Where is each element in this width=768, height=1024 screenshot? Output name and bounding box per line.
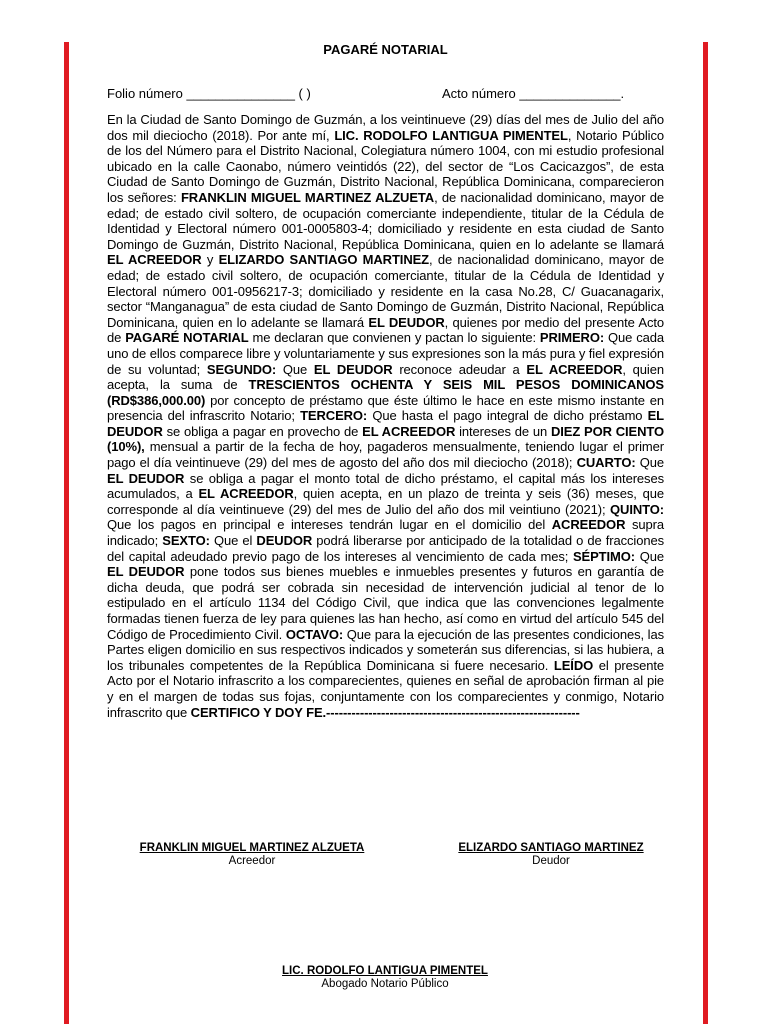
text-segment: por concepto de préstamo que éste último le hace en este mismo instante en presencia del infrascrito Notario; <box>107 392 664 424</box>
bold-text-segment: QUINTO: <box>610 501 664 517</box>
text-segment: supra indicado; <box>107 517 664 549</box>
text-segment: , quien acepta, en un plazo de treinta y seis (36) meses, que corresponde al día veintinueve (29) del mes de Julio del año dos mil veintiuno (2021); <box>107 486 664 517</box>
left-margin-line <box>64 42 69 1024</box>
text-segment: mensual a partir de la fecha de hoy, pagaderos mensualmente, teniendo lugar el primer pago el día veintinueve (29) del mes de agosto del año dos mil dieciocho (2018); <box>107 439 664 471</box>
bold-text-segment: SEXTO: <box>162 533 210 549</box>
bold-text-segment: DEUDOR <box>256 533 313 549</box>
text-segment: Que <box>635 548 664 564</box>
text-segment: Que el <box>209 533 257 549</box>
document-title: PAGARÉ NOTARIAL <box>323 42 448 57</box>
bold-text-segment: DIEZ POR CIENTO (10%), <box>107 423 664 455</box>
signature-role: Deudor <box>532 855 570 867</box>
text-segment: , Notario Público de los del Número para el Distrito Nacional, Colegiatura número 1004, con mi estudio profesional ubicado en la calle Caonabo, número veintidós (22), del sector de “Los Cacicazgos”, de esta Ciudad de Santo Domingo de Guzmán, Distrito Nacional, República Dominicana, comparecieron los señores: <box>107 127 664 205</box>
signature-notario <box>240 965 530 990</box>
bold-text-segment: TERCERO: <box>300 408 368 424</box>
signature-name: FRANKLIN MIGUEL MARTINEZ ALZUETA <box>139 842 365 854</box>
text-segment: , de nacionalidad dominicano, mayor de edad; de estado civil soltero, de ocupación comerciante, titular de la Cédula de Identidad y Electoral número 001-0956217-3; domiciliado y residente en la casa No.28, C/ Guacanagarix, sector “Manganagua” de esta ciudad de Santo Domingo de Guzmán, Distrito Nacional, República Dominicana, quien en lo adelante se llamará <box>107 252 664 330</box>
acto-number-line: Acto número ______________. <box>442 86 625 101</box>
text-segment: se obliga a pagar en provecho de <box>162 423 363 439</box>
bold-text-segment: TRESCIENTOS OCHENTA Y SEIS MIL PESOS DOMINICANOS (RD$386,000.00) <box>107 377 665 408</box>
right-margin-line <box>703 42 708 1024</box>
bold-text-segment: PAGARÉ NOTARIAL <box>125 330 249 346</box>
bold-text-segment: EL DEUDOR <box>368 314 445 330</box>
bold-text-segment: PRIMERO: <box>539 330 605 346</box>
bold-text-segment: EL DEUDOR <box>313 361 393 377</box>
bold-text-segment: LEÍDO <box>553 657 594 673</box>
text-segment: , quien acepta, la suma de <box>107 361 664 393</box>
text-segment: pone todos sus bienes muebles e inmuebles presentes y futuros en garantía de dicha deuda, que podrá ser cobrada sin necesidad de intervención judicial al tenor de lo estipulado en el artículo 1134 del Código Civil, que indica que las convenciones legalmente formadas tienen fuerza de ley para quienes las han hecho, así como en virtud del artículo 545 del Código de Procedimiento Civil. <box>107 564 664 642</box>
text-segment: Que <box>276 361 314 377</box>
text-segment: me declaran que convienen y pactan lo siguiente: <box>248 330 540 346</box>
signature-deudor <box>438 842 664 867</box>
text-segment: Que hasta el pago integral de dicho préstamo <box>367 408 648 424</box>
text-segment: Que los pagos en principal e intereses tendrán lugar en el domicilio del <box>107 517 552 533</box>
text-segment: y <box>201 252 219 268</box>
text-segment: el presente Acto por el Notario infrascrito a los comparecientes, quienes en señal de aprobación firman al pie y en el margen de todas sus fojas, conjuntamente con los comparecientes y conmigo, Notario infrascrito que <box>107 657 665 720</box>
text-segment: En la Ciudad de Santo Domingo de Guzmán, a los veintinueve (29) días del mes de Julio del año dos mil dieciocho (2018). Por ante mí, <box>107 112 664 143</box>
folio-number-line: Folio número _______________ ( ) <box>107 86 311 101</box>
text-segment: podrá liberarse por anticipado de la totalidad o de fracciones del capital adeudado previo pago de los intereses al vencimiento de cada mes; <box>107 533 664 564</box>
text-segment: , quienes por medio del presente Acto de <box>107 314 664 346</box>
bold-text-segment: EL ACREEDOR <box>107 252 202 268</box>
signature-name: ELIZARDO SANTIAGO MARTINEZ <box>458 842 644 854</box>
bold-text-segment: LIC. RODOLFO LANTIGUA PIMENTEL <box>334 127 568 143</box>
signature-acreedor <box>116 842 388 867</box>
bold-text-segment: SEGUNDO: <box>206 361 277 377</box>
bold-text-segment: EL DEUDOR <box>107 564 185 580</box>
bold-text-segment: CUARTO: <box>576 455 636 471</box>
bold-text-segment: ELIZARDO SANTIAGO MARTINEZ <box>218 252 430 268</box>
bold-text-segment: EL ACREEDOR <box>362 423 456 439</box>
bold-text-segment: EL DEUDOR <box>107 470 185 486</box>
document-body <box>107 112 664 720</box>
bold-text-segment: OCTAVO: <box>285 626 344 642</box>
bold-text-segment: SÉPTIMO: <box>572 548 635 564</box>
text-segment: Que <box>635 455 664 471</box>
signature-role: Abogado Notario Público <box>321 978 449 990</box>
text-segment: se obliga a pagar el monto total de dicho préstamo, el capital más los intereses acumulados, a <box>107 470 664 502</box>
bold-text-segment: ACREEDOR <box>551 517 626 533</box>
bold-text-segment: EL ACREEDOR <box>526 361 623 377</box>
text-segment: Que para la ejecución de las presentes condiciones, las Partes eligen domicilio en sus respectivos indicados y someterán sus diferencias, si las hubiera, a los tribunales competentes de la República Dominicana si fuere necesario. <box>107 626 664 673</box>
bold-text-segment: EL DEUDOR <box>107 408 664 439</box>
signature-name: LIC. RODOLFO LANTIGUA PIMENTEL <box>282 965 488 977</box>
bold-text-segment: CERTIFICO Y DOY FE.------------------------------------------------------------ <box>190 704 580 720</box>
text-segment: intereses de un <box>455 423 551 439</box>
bold-text-segment: FRANKLIN MIGUEL MARTINEZ ALZUETA <box>180 189 435 205</box>
signature-role: Acreedor <box>228 855 276 867</box>
text-segment: , de nacionalidad dominicano, mayor de edad; de estado civil soltero, de ocupación comerciante independiente, titular de la Cédula de Identidad y Electoral número 001-0005803-4; domiciliado y residente en esta ciudad de Santo Domingo de Guzmán, Distrito Nacional, República Dominicana, quien en lo adelante se llamará <box>107 189 664 252</box>
bold-text-segment: EL ACREEDOR <box>198 486 294 502</box>
text-segment: Que cada uno de ellos comparece libre y voluntariamente y sus expresiones son la más pura y fiel expresión de su voluntad; <box>107 330 664 377</box>
text-segment: reconoce adeudar a <box>392 361 527 377</box>
